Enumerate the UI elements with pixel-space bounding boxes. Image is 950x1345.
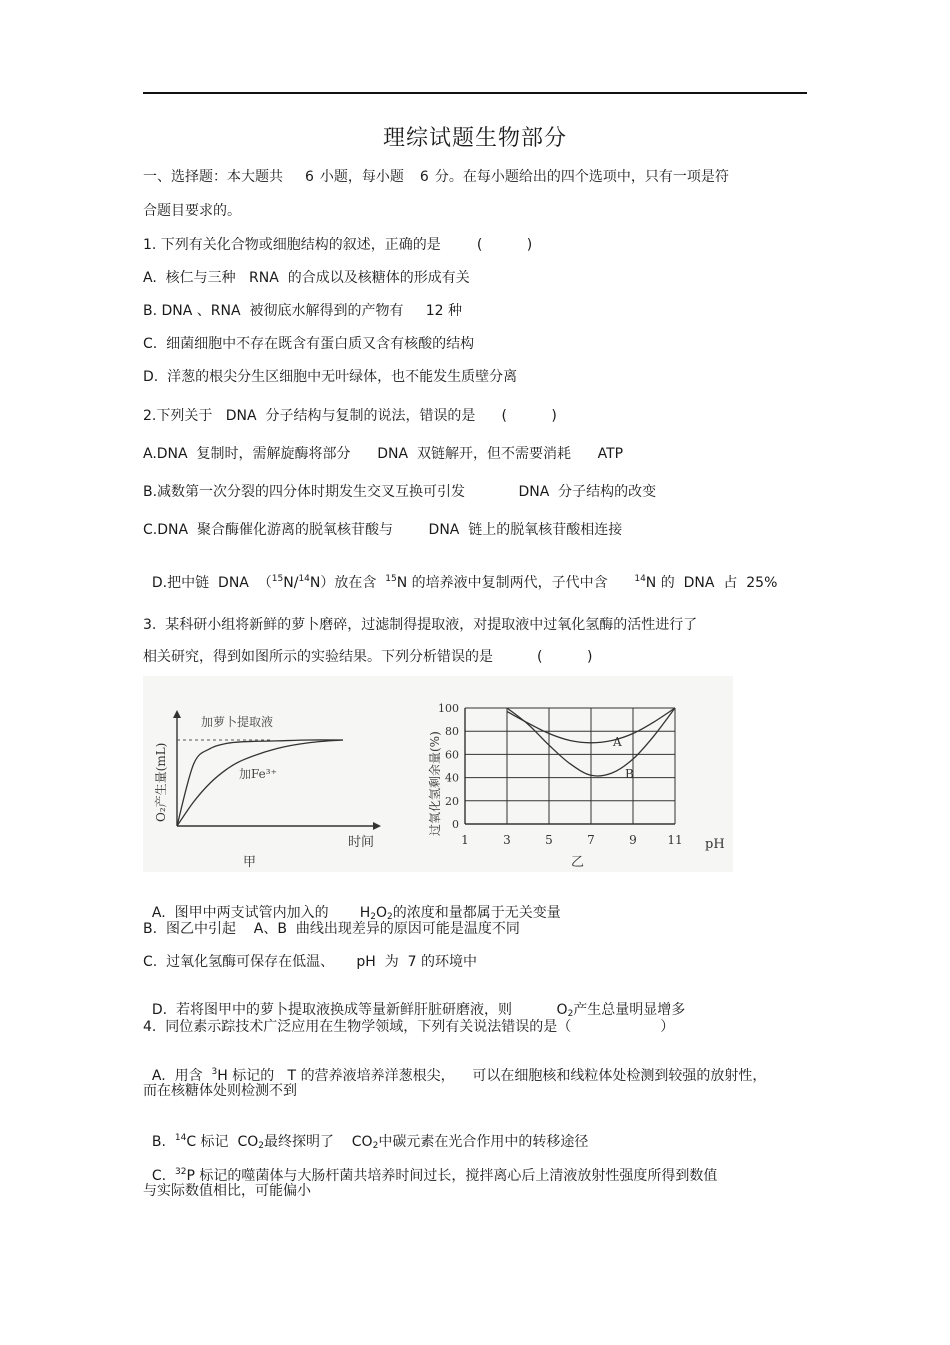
- yi-x-tick-label: 7: [587, 833, 595, 847]
- q4-stem: 4. 同位素示踪技术广泛应用在生物学领域，下列有关说法错误的是（ ）: [143, 1019, 675, 1035]
- q3-d-post: 产生总量明显增多: [573, 1002, 686, 1018]
- intro-line-2: 合题目要求的。: [143, 203, 241, 219]
- q4-option-c-cont: 与实际数值相比，可能偏小: [143, 1183, 311, 1199]
- yi-y-tick-label: 100: [438, 702, 459, 715]
- jia-x-axis-label: 时间: [348, 835, 375, 850]
- q2-d-sup-1: 15: [271, 574, 284, 584]
- jia-label-fe3: 加Fe³⁺: [239, 767, 277, 781]
- q4-b-sub-2: 2: [372, 1141, 379, 1151]
- intro-number-2: 6: [419, 169, 429, 185]
- q1-option-c: C. 细菌细胞中不存在既含有蛋白质又含有核酸的结构: [143, 336, 475, 352]
- yi-x-tick-label: 5: [545, 833, 553, 847]
- q4-c-post: P 标记的噬菌体与大肠杆菌共培养时间过长，搅拌离心后上清液放射性强度所得到数值: [186, 1168, 718, 1184]
- yi-y-tick-label: 0: [452, 818, 459, 831]
- jia-y-axis-label: O₂产生量(mL): [154, 742, 168, 822]
- jia-label-radish-extract: 加萝卜提取液: [201, 715, 274, 729]
- q1-stem: [143, 234, 532, 254]
- q3-answer-paren: ( ): [537, 649, 593, 665]
- intro-text-c: 分。在每小题给出的四个选项中，只有一项是符: [434, 169, 729, 185]
- q3-d-sub: 2: [567, 1009, 574, 1019]
- yi-y-tick-label: 40: [445, 771, 459, 785]
- q2-stem-text: 2.下列关于 DNA 分子结构与复制的说法，错误的是: [143, 408, 476, 424]
- q2-option-c: C.DNA 聚合酶催化游离的脱氧核苷酸与 DNA 链上的脱氧核苷酸相连接: [143, 522, 623, 538]
- q4-option-a-cont: 而在核糖体处则检测不到: [143, 1083, 297, 1099]
- intro-number-1: 6: [305, 169, 314, 185]
- q4-b-sup: 14: [174, 1133, 187, 1143]
- q2-d-pre: D.把中链 DNA （: [151, 575, 272, 591]
- q2-answer-paren: ( ): [501, 408, 557, 424]
- q3-option-c: C. 过氧化氢酶可保存在低温、 pH 为 7 的环境中: [143, 954, 477, 970]
- q2-d-sup-4: 14: [634, 574, 646, 584]
- yi-label-b: B: [625, 767, 634, 781]
- intro-text-b: 小题，每小题: [319, 169, 404, 185]
- q4-a-post: H 标记的 T 的营养液培养洋葱根尖， 可以在细胞核和线粒体处检测到较强的放射性，: [217, 1068, 767, 1084]
- q3-a-post: 的浓度和量都属于无关变量: [392, 905, 561, 921]
- q2-d-mid-3: N 的培养液中复制两代，子代中含: [396, 575, 635, 591]
- q1-stem-text: 1. 下列有关化合物或细胞结构的叙述，正确的是: [143, 237, 441, 253]
- yi-label-a: A: [613, 735, 622, 749]
- q2-option-b: B.减数第一次分裂的四分体时期发生交叉互换可引发 DNA 分子结构的改变: [143, 484, 657, 500]
- q3-figure-svg: [143, 676, 733, 872]
- yi-y-axis-label: 过氧化氢剩余量(%): [428, 731, 442, 836]
- yi-x-tick-label: 9: [629, 833, 637, 847]
- q3-a-pre: A. 图甲中两支试管内加入的 H: [151, 905, 371, 921]
- q1-answer-paren: ( ): [476, 237, 533, 253]
- q2-d-mid-2: N）放在含: [309, 575, 386, 591]
- q3-a-sub-2: 2: [387, 912, 393, 922]
- q4-b-post: 中碳元素在光合作用中的转移途径: [378, 1134, 589, 1150]
- yi-y-tick-label: 20: [445, 794, 459, 808]
- page-title: 理综试题生物部分: [382, 126, 567, 151]
- q4-b-pre: B.: [151, 1134, 175, 1150]
- q3-a-sub-1: 2: [370, 912, 377, 922]
- q4-b-mid-2: 最终探明了 CO: [263, 1134, 373, 1150]
- q2-option-a: A.DNA 复制时，需解旋酶将部分 DNA 双链解开，但不需要消耗 ATP: [143, 446, 624, 462]
- q3-option-b: B. 图乙中引起 A、B 曲线出现差异的原因可能是温度不同: [143, 921, 520, 937]
- q2-stem: [143, 405, 557, 425]
- intro-line-1: [143, 166, 729, 186]
- q3-figure: [143, 676, 733, 872]
- q2-d-mid-1: N/: [283, 575, 299, 591]
- q2-d-post: N 的 DNA 占 25%: [645, 575, 778, 591]
- q2-option-d: [143, 556, 777, 592]
- header-rule: [143, 92, 807, 94]
- q4-option-b: [143, 1115, 588, 1151]
- q3-option-a: [143, 886, 561, 922]
- q2-d-sup-3: 15: [385, 574, 397, 584]
- yi-caption: 乙: [571, 855, 585, 870]
- yi-x-tick-label: 11: [667, 833, 683, 847]
- q4-a-pre: A. 用含: [151, 1068, 212, 1084]
- q3-a-mid: O: [376, 905, 388, 921]
- yi-y-tick-label: 60: [445, 748, 459, 762]
- q4-a-sup: 3: [211, 1067, 218, 1077]
- q4-c-pre: C.: [151, 1168, 176, 1184]
- q3-option-d: [143, 983, 685, 1019]
- intro-text-a: 一、选择题：本大题共: [143, 169, 283, 185]
- jia-caption: 甲: [243, 855, 257, 870]
- q2-d-sup-2: 14: [298, 574, 310, 584]
- q1-option-a: A. 核仁与三种 RNA 的合成以及核糖体的形成有关: [143, 270, 470, 286]
- q4-b-sub-1: 2: [258, 1141, 264, 1151]
- q3-d-pre: D. 若将图甲中的萝卜提取液换成等量新鲜肝脏研磨液，则 O: [151, 1002, 568, 1018]
- q1-option-b: B. DNA 、RNA 被彻底水解得到的产物有 12 种: [143, 303, 462, 319]
- q1-option-d: D. 洋葱的根尖分生区细胞中无叶绿体，也不能发生质壁分离: [143, 369, 518, 385]
- q3-stem-line-1: 3. 某科研小组将新鲜的萝卜磨碎，过滤制得提取液，对提取液中过氧化氢酶的活性进行了: [143, 617, 698, 633]
- yi-x-tick-label: 1: [461, 833, 469, 847]
- q4-b-mid-1: C 标记 CO: [186, 1134, 259, 1150]
- q4-c-sup: 32: [175, 1167, 187, 1177]
- q3-stem-text: 相关研究，得到如图所示的实验结果。下列分析错误的是: [143, 649, 493, 665]
- q3-stem-line-2: [143, 646, 592, 666]
- yi-x-tick-label: 3: [503, 833, 511, 847]
- yi-x-axis-label: pH: [705, 837, 725, 852]
- yi-y-tick-label: 80: [445, 725, 459, 739]
